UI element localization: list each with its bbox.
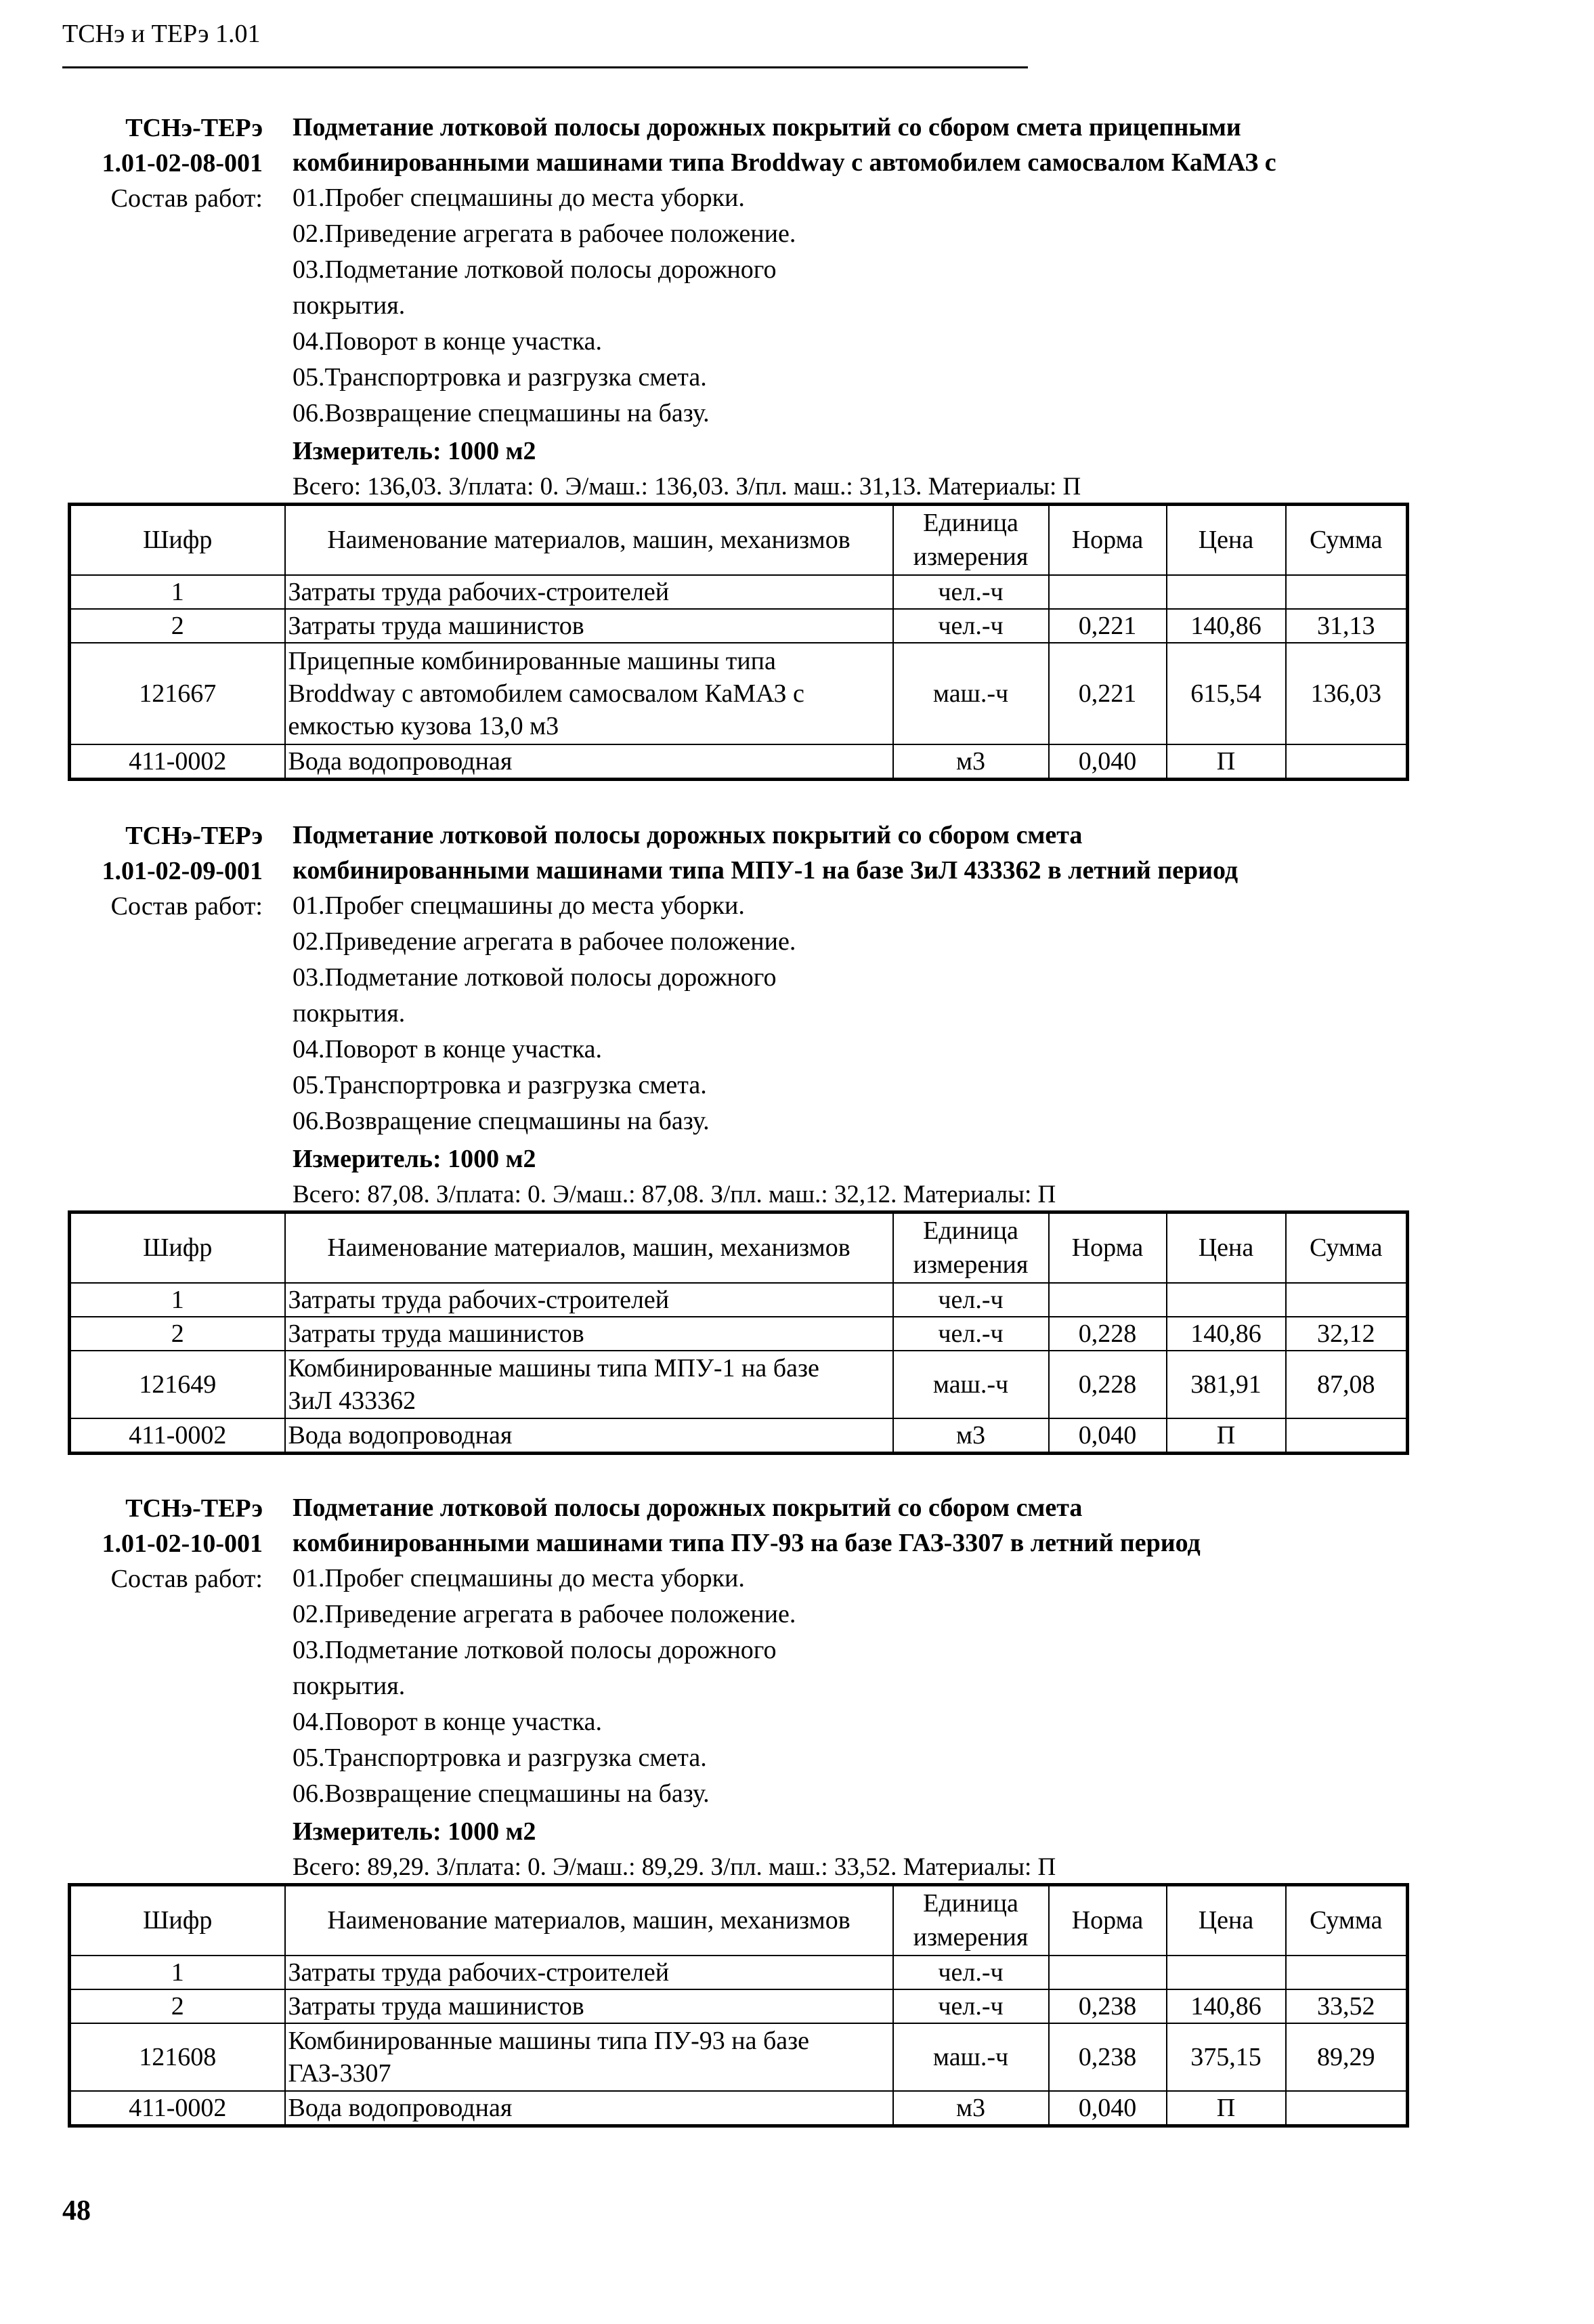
work-step: 04.Поворот в конце участка. [293,1035,602,1063]
section-title-line: комбинированными машинами типа Broddway с автомобилем самосвалом КаМАЗ с [293,148,1276,177]
col-header-price: Цена [1167,1885,1286,1956]
cell-sum [1286,2091,1408,2126]
col-header-norm: Норма [1049,1885,1167,1956]
cell-name: Затраты труда рабочих-строителей [285,1956,893,1989]
col-header-name: Наименование материалов, машин, механизмов [285,505,893,575]
col-header-price: Цена [1167,1212,1286,1283]
unit-meter: Измеритель: 1000 м2 [293,437,536,465]
cell-unit: м3 [893,744,1049,780]
work-step: покрытия. [293,999,406,1028]
work-step: покрытия. [293,291,406,320]
table-row [70,1989,1408,2023]
table-row [70,1283,1408,1317]
composition-label: Состав работ: [110,184,263,213]
cell-price: 140,86 [1167,1317,1286,1351]
cell-price: 381,91 [1167,1351,1286,1418]
col-header-norm: Норма [1049,1212,1167,1283]
cell-unit: м3 [893,2091,1049,2126]
col-header-unit: Единица измерения [893,505,1049,575]
cell-unit: чел.-ч [893,1989,1049,2023]
col-header-unit: Единица измерения [893,1212,1049,1283]
section-title [293,110,1444,180]
cell-norm: 0,040 [1049,744,1167,780]
totals-line: Всего: 87,08. З/плата: 0. Э/маш.: 87,08. З/пл. маш.: 32,12. Материалы: П [293,1181,1056,1208]
cell-norm: 0,228 [1049,1317,1167,1351]
cell-norm [1049,1283,1167,1317]
cell-sum: 33,52 [1286,1989,1408,2023]
col-header-code: Шифр [70,1885,285,1956]
work-step: 06.Возвращение спецмашины на базу. [293,1107,710,1135]
work-steps [293,180,796,431]
cell-unit: маш.-ч [893,643,1049,744]
cell-name: Затраты труда машинистов [285,609,893,643]
work-steps [293,888,796,1139]
cell-sum: 31,13 [1286,609,1408,643]
cell-sum: 136,03 [1286,643,1408,744]
cell-norm: 0,221 [1049,643,1167,744]
cell-code: 121649 [70,1351,285,1418]
cell-name [285,2023,893,2091]
cell-name-line: ГАЗ-3307 [288,2058,391,2088]
cell-unit: чел.-ч [893,609,1049,643]
col-header-name: Наименование материалов, машин, механизмов [285,1212,893,1283]
work-steps [293,1561,796,1812]
section-title [293,1490,1444,1561]
cell-name: Затраты труда рабочих-строителей [285,1283,893,1317]
table-row [70,2091,1408,2126]
section-title-line: комбинированными машинами типа ПУ-93 на базе ГАЗ-3307 в летний период [293,1529,1201,1557]
cell-price [1167,575,1286,609]
cell-norm [1049,1956,1167,1989]
work-step: 06.Возвращение спецмашины на базу. [293,399,710,427]
section-code-number: 1.01-02-10-001 [102,1529,263,1558]
work-step: 02.Приведение агрегата в рабочее положение. [293,219,796,248]
cell-code: 121667 [70,643,285,744]
work-step: 01.Пробег спецмашины до места уборки. [293,184,745,212]
cell-name: Затраты труда машинистов [285,1317,893,1351]
table-row [70,2023,1408,2091]
cell-unit: м3 [893,1418,1049,1454]
cell-code: 411-0002 [70,1418,285,1454]
cell-price: П [1167,744,1286,780]
work-step: 04.Поворот в конце участка. [293,1708,602,1736]
work-step: 06.Возвращение спецмашины на базу. [293,1779,710,1808]
cell-name-line: Комбинированные машины типа МПУ-1 на базе [288,1353,819,1382]
cell-unit: чел.-ч [893,1283,1049,1317]
cell-code: 121608 [70,2023,285,2091]
unit-meter: Измеритель: 1000 м2 [293,1817,536,1846]
cell-sum [1286,1418,1408,1454]
page-number: 48 [62,2195,91,2226]
cell-code: 411-0002 [70,744,285,780]
cell-code: 411-0002 [70,2091,285,2126]
cell-code: 2 [70,1989,285,2023]
composition-label: Состав работ: [110,1565,263,1593]
cell-unit: чел.-ч [893,1956,1049,1989]
cell-code: 1 [70,575,285,609]
cell-name-line: ЗиЛ 433362 [288,1386,416,1415]
cell-name: Затраты труда рабочих-строителей [285,575,893,609]
col-header-price: Цена [1167,505,1286,575]
work-step: 01.Пробег спецмашины до места уборки. [293,1564,745,1592]
cell-unit: чел.-ч [893,575,1049,609]
section-code-prefix: ТСНэ-ТЕРэ [125,822,263,850]
resources-table [68,1210,1409,1455]
cell-price: 140,86 [1167,1989,1286,2023]
cell-sum [1286,744,1408,780]
cell-name [285,643,893,744]
col-header-sum: Сумма [1286,1885,1408,1956]
cell-price [1167,1956,1286,1989]
header-rule [62,66,1028,68]
table-header-row [70,1212,1408,1283]
unit-meter: Измеритель: 1000 м2 [293,1145,536,1173]
work-step: 02.Приведение агрегата в рабочее положение. [293,927,796,956]
table-row [70,643,1408,744]
cell-name [285,1351,893,1418]
section-title-line: Подметание лотковой полосы дорожных покрытий со сбором смета прицепными [293,113,1241,142]
cell-code: 2 [70,1317,285,1351]
cell-price: П [1167,2091,1286,2126]
cell-price: 140,86 [1167,609,1286,643]
cell-sum: 89,29 [1286,2023,1408,2091]
resources-table [68,503,1409,781]
section-title-line: Подметание лотковой полосы дорожных покрытий со сбором смета [293,1494,1083,1522]
section-title-line: Подметание лотковой полосы дорожных покрытий со сбором смета [293,821,1083,849]
work-step: 03.Подметание лотковой полосы дорожного [293,963,777,992]
cell-code: 2 [70,609,285,643]
section-code-prefix: ТСНэ-ТЕРэ [125,1494,263,1523]
col-header-norm: Норма [1049,505,1167,575]
cell-name-line: Комбинированные машины типа ПУ-93 на базе [288,2026,810,2055]
table-row [70,575,1408,609]
cell-unit: маш.-ч [893,1351,1049,1418]
work-step: 04.Поворот в конце участка. [293,327,602,356]
section-title [293,818,1444,888]
section-code-prefix: ТСНэ-ТЕРэ [125,114,263,142]
table-row [70,744,1408,780]
cell-name: Вода водопроводная [285,1418,893,1454]
section-code-number: 1.01-02-08-001 [102,149,263,177]
cell-norm: 0,040 [1049,1418,1167,1454]
table-header-row [70,505,1408,575]
col-header-sum: Сумма [1286,505,1408,575]
table-row [70,1418,1408,1454]
cell-price: 615,54 [1167,643,1286,744]
work-step: 02.Приведение агрегата в рабочее положение. [293,1600,796,1628]
table-header-row [70,1885,1408,1956]
cell-name: Вода водопроводная [285,2091,893,2126]
table-row [70,1317,1408,1351]
col-header-name: Наименование материалов, машин, механизмов [285,1885,893,1956]
section-title-line: комбинированными машинами типа МПУ-1 на базе ЗиЛ 433362 в летний период [293,856,1238,885]
cell-name: Вода водопроводная [285,744,893,780]
running-header: ТСНэ и ТЕРэ 1.01 [62,20,261,48]
cell-sum [1286,1283,1408,1317]
cell-sum [1286,1956,1408,1989]
cell-norm: 0,228 [1049,1351,1167,1418]
cell-unit: чел.-ч [893,1317,1049,1351]
col-header-unit: Единица измерения [893,1885,1049,1956]
cell-norm: 0,238 [1049,1989,1167,2023]
section-code-number: 1.01-02-09-001 [102,857,263,885]
cell-unit: маш.-ч [893,2023,1049,2091]
work-step: 03.Подметание лотковой полосы дорожного [293,255,777,284]
work-step: покрытия. [293,1672,406,1700]
cell-price: 375,15 [1167,2023,1286,2091]
cell-sum [1286,575,1408,609]
work-step: 03.Подметание лотковой полосы дорожного [293,1636,777,1664]
totals-line: Всего: 89,29. З/плата: 0. Э/маш.: 89,29. З/пл. маш.: 33,52. Материалы: П [293,1853,1056,1881]
composition-label: Состав работ: [110,892,263,921]
cell-norm: 0,238 [1049,2023,1167,2091]
col-header-sum: Сумма [1286,1212,1408,1283]
col-header-code: Шифр [70,505,285,575]
cell-code: 1 [70,1956,285,1989]
cell-norm [1049,575,1167,609]
cell-price [1167,1283,1286,1317]
cell-norm: 0,040 [1049,2091,1167,2126]
totals-line: Всего: 136,03. З/плата: 0. Э/маш.: 136,03. З/пл. маш.: 31,13. Материалы: П [293,473,1081,501]
cell-sum: 32,12 [1286,1317,1408,1351]
cell-name-line: Прицепные комбинированные машины типа [288,646,776,675]
table-row [70,609,1408,643]
cell-name-line: Broddway с автомобилем самосвалом КаМАЗ с [288,679,804,708]
cell-name: Затраты труда машинистов [285,1989,893,2023]
resources-table [68,1883,1409,2128]
work-step: 05.Транспортровка и разгрузка смета. [293,1744,707,1772]
cell-name-line: емкостью кузова 13,0 м3 [288,711,559,740]
cell-code: 1 [70,1283,285,1317]
table-row [70,1351,1408,1418]
work-step: 05.Транспортровка и разгрузка смета. [293,1071,707,1099]
cell-sum: 87,08 [1286,1351,1408,1418]
work-step: 05.Транспортровка и разгрузка смета. [293,363,707,392]
cell-price: П [1167,1418,1286,1454]
work-step: 01.Пробег спецмашины до места уборки. [293,891,745,920]
col-header-code: Шифр [70,1212,285,1283]
cell-norm: 0,221 [1049,609,1167,643]
table-row [70,1956,1408,1989]
